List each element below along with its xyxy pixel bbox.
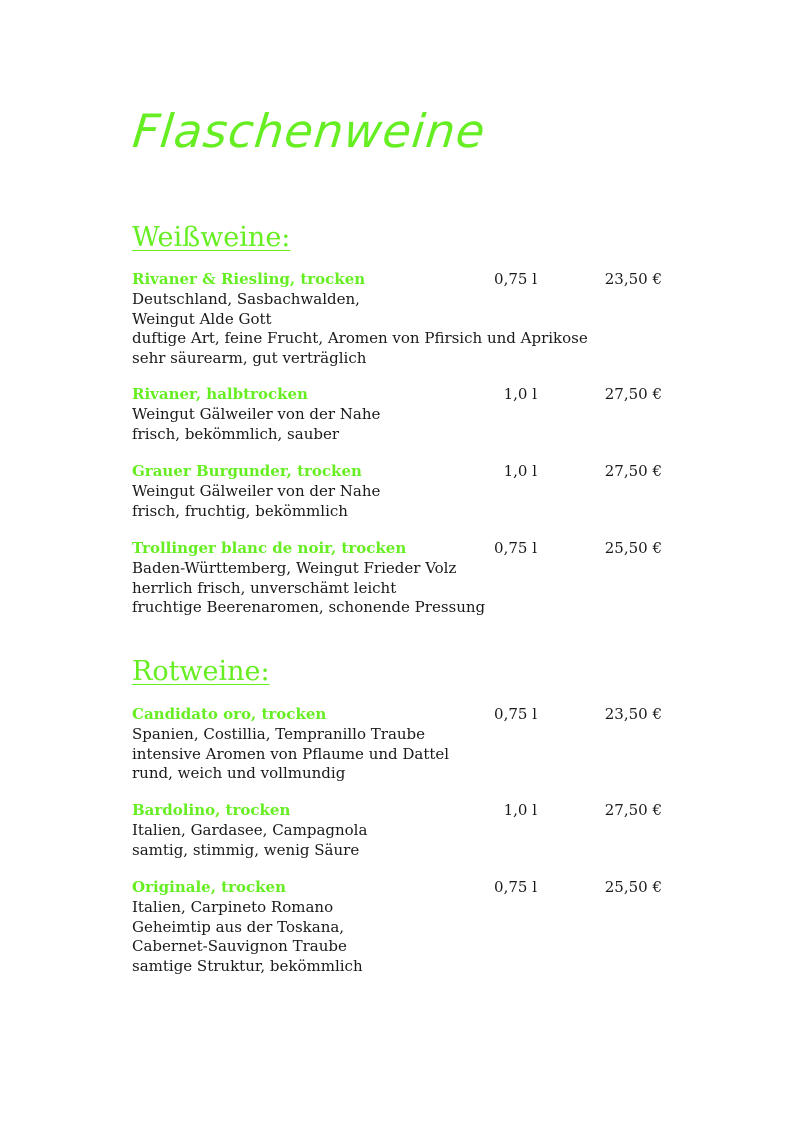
wine-description-line: rund, weich und vollmundig bbox=[132, 764, 346, 782]
wine-description-line: fruchtige Beerenaromen, schonende Pressung bbox=[132, 598, 486, 616]
wine-description-line: herrlich frisch, unverschämt leicht bbox=[132, 578, 397, 597]
wine-price: 27,50 € bbox=[604, 462, 662, 480]
wine-description-line: intensive Aromen von Pflaume und Dattel bbox=[132, 744, 450, 763]
wine-name: Originale, trocken bbox=[132, 878, 286, 896]
wine-name: Trollinger blanc de noir, trocken bbox=[132, 539, 407, 557]
wine-price: 27,50 € bbox=[604, 385, 662, 403]
wine-description-line: sehr säurearm, gut verträglich bbox=[132, 348, 367, 367]
wine-price: 23,50 € bbox=[604, 705, 662, 723]
wine-item bbox=[132, 801, 672, 860]
wine-description-line: duftige Art, feine Frucht, Aromen von Pfirsich und Aprikose bbox=[132, 329, 588, 347]
section-heading-white-wines: Weißweine: bbox=[132, 222, 291, 253]
wine-description-line: frisch, fruchtig, bekömmlich bbox=[132, 501, 348, 520]
wine-description-line: Weingut Alde Gott bbox=[132, 309, 272, 328]
wine-description-line: frisch, bekömmlich, sauber bbox=[132, 424, 340, 443]
wine-volume: 0,75 l bbox=[494, 539, 537, 557]
wine-price: 25,50 € bbox=[604, 539, 662, 557]
wine-description-line: Weingut Gälweiler von der Nahe bbox=[132, 405, 381, 423]
wine-description-line: Deutschland, Sasbachwalden, bbox=[132, 290, 360, 308]
wine-item bbox=[132, 878, 672, 976]
wine-volume: 0,75 l bbox=[494, 878, 537, 896]
section-heading-red-wines: Rotweine: bbox=[132, 656, 270, 687]
wine-name: Candidato oro, trocken bbox=[132, 705, 327, 723]
wine-description-line: Italien, Carpineto Romano bbox=[132, 898, 334, 916]
wine-item bbox=[132, 462, 672, 521]
wine-volume: 1,0 l bbox=[503, 462, 537, 480]
wine-description-line: Spanien, Costillia, Tempranillo Traube bbox=[132, 725, 426, 743]
wine-volume: 0,75 l bbox=[494, 705, 537, 723]
wine-price: 25,50 € bbox=[604, 878, 662, 896]
wine-volume: 1,0 l bbox=[503, 801, 537, 819]
wine-item bbox=[132, 705, 672, 784]
wine-volume: 1,0 l bbox=[503, 385, 537, 403]
wine-volume: 0,75 l bbox=[494, 270, 537, 288]
page-title: Flaschenweine bbox=[130, 104, 489, 158]
wine-name: Rivaner & Riesling, trocken bbox=[132, 270, 366, 288]
wine-item bbox=[132, 385, 672, 444]
wine-name: Rivaner, halbtrocken bbox=[132, 385, 308, 403]
wine-price: 23,50 € bbox=[604, 270, 662, 288]
wine-description-line: Italien, Gardasee, Campagnola bbox=[132, 821, 368, 839]
wine-item bbox=[132, 270, 672, 368]
wine-price: 27,50 € bbox=[604, 801, 662, 819]
wine-name: Bardolino, trocken bbox=[132, 801, 291, 819]
wine-item bbox=[132, 539, 672, 618]
wine-description-line: Baden-Württemberg, Weingut Frieder Volz bbox=[132, 559, 457, 577]
wine-description-line: Geheimtip aus der Toskana, bbox=[132, 917, 345, 936]
wine-name: Grauer Burgunder, trocken bbox=[132, 462, 362, 480]
wine-description-line: Weingut Gälweiler von der Nahe bbox=[132, 482, 381, 500]
wine-description-line: samtig, stimmig, wenig Säure bbox=[132, 840, 360, 859]
wine-description-line: samtige Struktur, bekömmlich bbox=[132, 956, 363, 975]
wine-description-line: Cabernet-Sauvignon Traube bbox=[132, 937, 347, 955]
